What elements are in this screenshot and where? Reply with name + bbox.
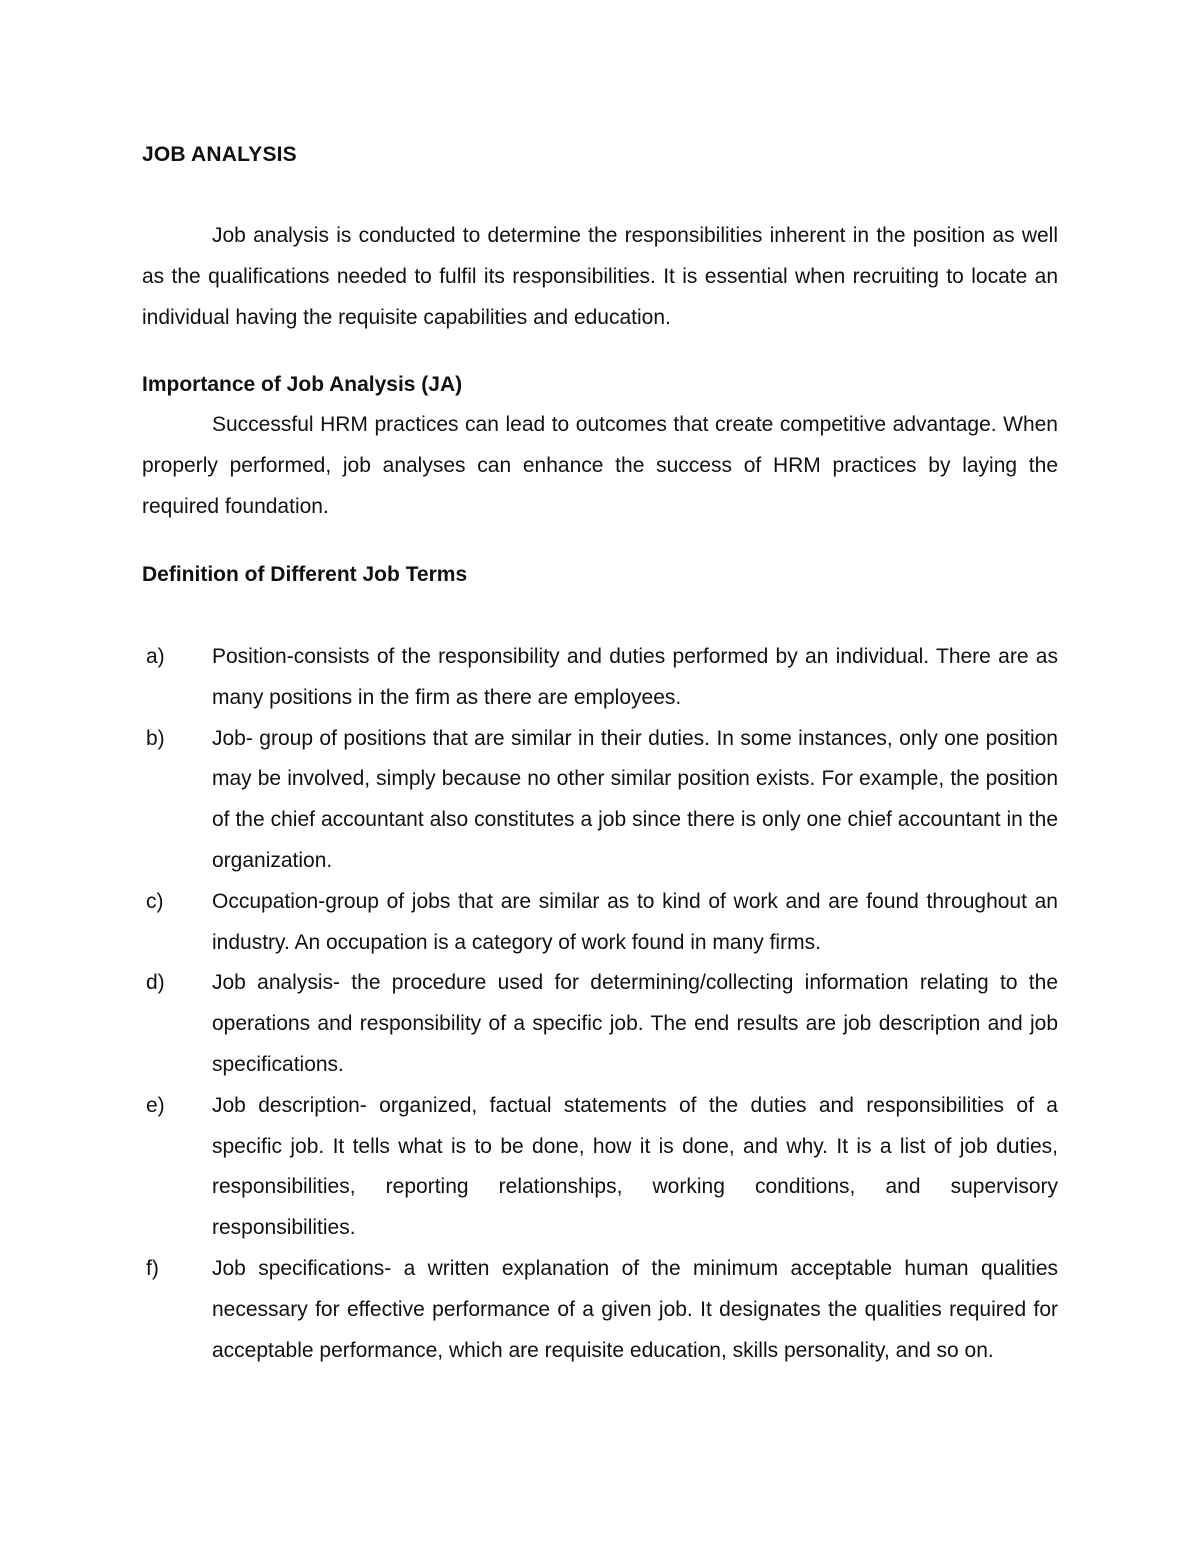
- list-item: [142, 1249, 1058, 1371]
- definitions-list: [142, 637, 1058, 1371]
- importance-paragraph: [142, 405, 1058, 527]
- importance-heading: Importance of Job Analysis (JA): [142, 373, 463, 396]
- list-item: [142, 882, 1058, 964]
- list-item-text: Position-consists of the responsibility and duties performed by an individual. There are as many positions in the firm as there are employees.: [212, 645, 1058, 709]
- intro-paragraph: [142, 216, 1058, 338]
- document-title: JOB ANALYSIS: [142, 143, 297, 166]
- definitions-heading: Definition of Different Job Terms: [142, 563, 468, 586]
- list-marker: d): [146, 971, 165, 995]
- list-marker: c): [146, 889, 164, 913]
- intro-paragraph-text: Job analysis is conducted to determine the responsibilities inherent in the position as well as the qualifications needed to fulfil its responsibilities. It is essential when recruiting to locate an individual having the requisite capabilities and education.: [142, 224, 1058, 329]
- list-item-text: Job specifications- a written explanation of the minimum acceptable human qualities necessary for effective performance of a given job. It designates the qualities required for acceptable performance, which are requisite education, skills personality, and so on.: [212, 1256, 1058, 1362]
- list-item-text: Occupation-group of jobs that are similar as to kind of work and are found throughout an industry. An occupation is a category of work found in many firms.: [212, 889, 1058, 954]
- list-item: [142, 637, 1058, 719]
- list-item-text: Job description- organized, factual statements of the duties and responsibilities of a specific job. It tells what is to be done, how it is done, and why. It is a list of job duties, responsibilities, reporting relationships, working conditions, and supervisory responsibilities.: [212, 1093, 1058, 1240]
- list-item: [142, 963, 1058, 1085]
- list-marker: f): [146, 1256, 159, 1280]
- list-marker: a): [146, 645, 165, 668]
- list-item-text: Job analysis- the procedure used for determining/collecting information relating to the operations and responsibility of a specific job. The end results are job description and job specifications.: [212, 971, 1058, 1076]
- list-item: [142, 719, 1058, 882]
- list-item: [142, 1086, 1058, 1249]
- list-marker: e): [146, 1093, 165, 1117]
- list-marker: b): [146, 726, 165, 750]
- list-item-text: Job- group of positions that are similar in their duties. In some instances, only one position may be involved, simply because no other similar position exists. For example, the position of the chief accountant also constitutes a job since there is only one chief accountant in the organization.: [212, 726, 1058, 872]
- importance-paragraph-text: Successful HRM practices can lead to outcomes that create competitive advantage. When properly performed, job analyses can enhance the success of HRM practices by laying the required foundation.: [142, 413, 1058, 518]
